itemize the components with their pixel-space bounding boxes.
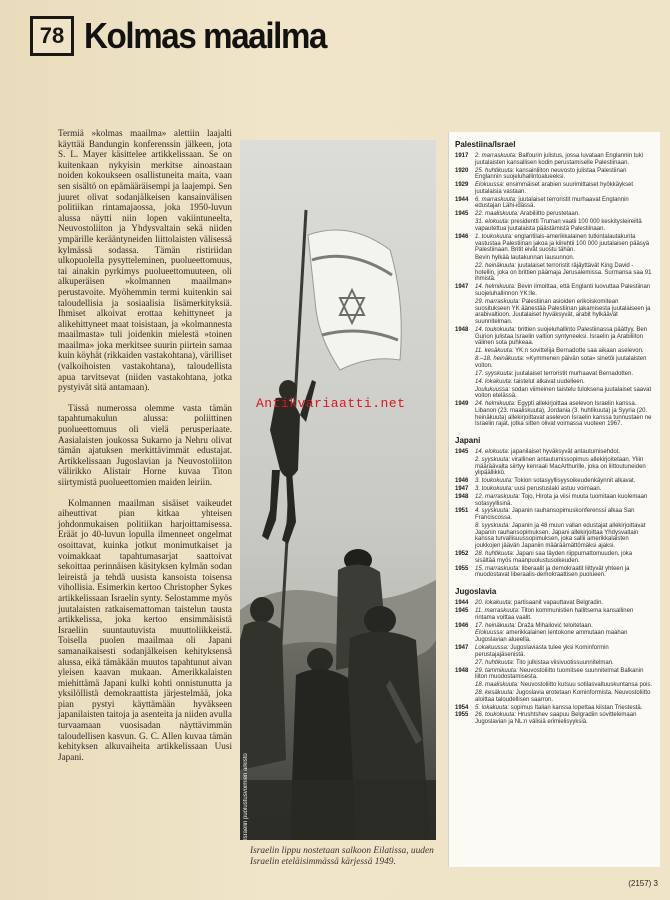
chronology-date: 18. maaliskuuta: [475, 682, 519, 689]
chronology-text [475, 566, 654, 579]
chronology-date: 26. toukokuuta: [475, 712, 517, 719]
chronology-year: 1952 [455, 551, 469, 558]
chronology-year [455, 356, 475, 369]
chronology-event: ensimmäiset arabien suurimittaiset hyökkäykset juutalaisia vastaan. [475, 182, 634, 195]
chronology-heading: Japani [455, 435, 481, 445]
chronology-date: 15. marraskuuta: [475, 565, 521, 572]
chronology-year [455, 523, 475, 550]
chronology-entry [455, 623, 654, 630]
chronology-text [475, 551, 654, 564]
chronology-year: 1947 [455, 645, 469, 652]
chronology-text [475, 690, 654, 703]
chronology-entry [455, 153, 654, 166]
chronology-event: Japanin rauhansopimuskonferenssi alkaa San Franciscossa. [475, 508, 635, 522]
chronology-date: 2. syyskuuta: [475, 456, 511, 463]
chronology-text [475, 608, 654, 621]
chronology-event: sopimus Italian kanssa lopettaa kiistan Triestestä. [510, 704, 643, 711]
chronology-entry [455, 523, 654, 550]
chronology-year: 1946 [455, 478, 469, 485]
chronology-text [475, 168, 654, 181]
chronology-date: 3. toukokuuta: [475, 485, 513, 492]
chronology-year: 1920 [455, 167, 469, 174]
chronology-date: 25. huhtikuuta: [475, 167, 515, 174]
chronology-date: 11. marraskuuta: [475, 607, 520, 614]
chronology-entry [455, 486, 654, 493]
chronology-year [455, 387, 475, 400]
chronology-event: Jugoslavia erotetaan Kominformista. Neuvostoliitto aloittaa taloudellisen saarron. [475, 690, 651, 703]
chronology-date: 5. lokakuuta: [475, 704, 510, 711]
chronology-year: 1946 [455, 233, 469, 240]
chronology-heading: Palestiina/Israel [455, 140, 516, 149]
chronology-event: englantilais-amerikkalainen tutkintalautakunta vastustaa Palestiinan jakoa ja kiirehtii 100 000 juutalaisen pääsyä Palestiinaan. Britit eivät suostu tähän. [475, 233, 650, 254]
chronology-text [475, 449, 654, 456]
page-number: (2157) 3 [628, 879, 658, 888]
chronology-entry [455, 263, 654, 283]
chronology-year: 1947 [455, 485, 469, 492]
chronology-entry [455, 401, 654, 428]
chronology-entry [455, 508, 654, 521]
chronology-text [475, 623, 654, 630]
chronology-year: 1955 [455, 565, 469, 572]
chronology-text [475, 705, 654, 712]
chronology-date: 14. toukokuuta: [475, 326, 517, 333]
chronology-date: 17. syyskuuta: [475, 370, 514, 377]
chronology-year: 1929 [455, 182, 469, 189]
chronology-date: Lokakuussa: [475, 645, 509, 652]
chronology-event: Tojo, Hirota ja viisi muuta tuomitaan kuolemaan sotasyyllisinä. [475, 493, 648, 507]
chronology-year: 1946 [455, 622, 469, 629]
watermark-text: Antikvariaatti.net [256, 396, 406, 411]
chronology-entry [455, 387, 654, 400]
chronology-year [455, 263, 475, 283]
chronology-text [475, 508, 654, 521]
chronology-entry [455, 551, 654, 564]
chronology-event: Palestiinan asioiden erikoiskomitean suositukseen YK äänestää Palestiinan jakamisesta juutalaiseen ja arabivaltioon. Juutalaiset hyväksyvät, arabit hylkäävät suunnitelman. [475, 298, 651, 326]
chronology-date: 2. marraskuuta: [475, 153, 517, 159]
chronology-date: 29. marraskuuta: [475, 298, 521, 305]
chronology-date: 4. syyskuuta: [475, 508, 511, 515]
chronology-event: Japani saa täyden riippumattomuuden, joka sisältää myös maanpuolustusoikeuden. [475, 551, 633, 564]
chronology-entry [455, 356, 654, 369]
chronology-text [475, 660, 654, 667]
page-header [30, 10, 347, 62]
chronology-text [475, 457, 654, 477]
chronology-year: 1948 [455, 667, 469, 674]
chronology-date: 29. tammikuuta: [475, 667, 518, 674]
chronology-sidebar [448, 132, 660, 867]
chronology-entry [455, 668, 654, 681]
chronology-event: partisaanit vapauttavat Belgradin. [514, 600, 604, 607]
chronology-entry [455, 219, 654, 232]
chronology-text [475, 387, 654, 400]
chronology-entry [455, 608, 654, 621]
photo-caption: Israelin lippu nostetaan salkoon Eilatissa, uuden Israelin eteläisimmässä kärjessä 1949. [250, 846, 434, 867]
chronology-text [475, 600, 654, 607]
chronology-date: 14. lokakuuta: [475, 378, 513, 385]
chronology-date: 20. lokakuuta: [475, 600, 513, 607]
chronology-text [475, 523, 654, 550]
chronology-event: Arabiliitto perustetaan. [520, 211, 580, 218]
chronology-date: 6. marraskuuta: [475, 196, 517, 203]
chronology-entry [455, 690, 654, 703]
chronology-year [455, 219, 475, 232]
chronology-year [455, 255, 475, 262]
body-paragraph-1: Termiä »kolmas maailma» alettiin laajalti käyttää Bandungin konferenssin jälkeen, jota S. L. Mayer käsittelee artikkelissaan. Se on kuitenkaan nykyisin merkitse ainoastaan noiden kokoukseen osallistuneita maita, vaan sen sisältö on epämääräisempi ja laajempi. Sen juuret olivat sodanjälkeisen kansainvälisen politiikan rintamajaossa, joka 1950-luvun alussa näytti niin lopen vakiintuneelta, Neuvostoliiton ja Yhdysvaltain sekä niiden ympärille kerääntyneiden liittolaisten välisessä kylmässä sodassa. Tämän ristiriidan ulkopuolella pysytteleminen, puolueettomuus, tai ainakin pyrkimys puolueettomuuteen, oli alkuperäisen »kolmannen maailman» perustavoite. Myöhemmin termi kuitenkin sai taloudellisia ja sosiaalisia lisämerkityksiä. Ihmiset alkoivat erottaa kehittyneet ja alikehittyneet maat toisistaan, ja »kolmannesta maailmasta» tuli joidenkin mielestä »toinen maailma» joka merkitsee suurin piirtein samaa kuin köyhät (rikkaiden vastakohtana), värilliset (valkoihoisten vastakohtana), taloudellista apua tarvitsevat (niiden vastakohtana, jotka pystyivät sitä antamaan). [58, 128, 232, 393]
chronology-event: Japanin ja 48 muun vallan edustajat allekirjoittavat Japanin rauhansopimuksen. Japani allekirjoittaa Yhdysvaltain kanssa turvallisuussopimuksen, joka sallii amerikkalaisten joukkojen jäävän Japaniin määräämättömäksi ajaksi. [475, 523, 646, 550]
chronology-event: juutalaiset terroristit räjäyttävät King David -hotellin, joka on brittien päämaja Jerusalemissa. Surmansa saa 91 ihmistä. [475, 263, 652, 283]
chronology-year [455, 690, 475, 703]
chronology-event: Bevin hylkää lautakunnan lausunnon. [475, 255, 575, 262]
chronology-year: 1917 [455, 153, 469, 159]
chronology-text [475, 401, 654, 428]
photo-credit: Israelin puolustusvoimien arkisto [243, 753, 249, 840]
chronology-year [455, 457, 475, 477]
chronology-text [475, 263, 654, 283]
chronology-year: 1945 [455, 607, 469, 614]
chronology-date: 27. huhtikuuta: [475, 659, 515, 666]
chronology-year [455, 660, 475, 667]
chronology-entry [455, 255, 654, 262]
chronology-year: 1944 [455, 196, 469, 203]
chronology-date: 17. heinäkuuta: [475, 622, 517, 629]
chronology-year: 1944 [455, 600, 469, 607]
chronology-text [475, 219, 654, 232]
chronology-year [455, 371, 475, 378]
chronology-event: YK:n sovittelija Bernadotte saa aikaan aselevon. [515, 348, 644, 355]
chronology-text [475, 494, 654, 507]
chronology-date: Elokuussa: [475, 182, 505, 189]
chronology-event: liberaalit ja demokraatit liittyvät yhteen ja muodostavat liberaalis-demokraattisen puolueen. [475, 565, 630, 579]
chronology-text [475, 668, 654, 681]
chronology-text [475, 371, 654, 378]
page-title: Kolmas maailma [84, 15, 327, 56]
chronology-date: 24. helmikuuta: [475, 401, 516, 408]
chronology-date: 3. toukokuuta: [475, 478, 513, 485]
chronology-date: 22. heinäkuuta: [475, 263, 517, 270]
chronology-entry [455, 449, 654, 456]
issue-number-box: 78 [30, 16, 74, 56]
chronology-event: juutalaiset terroristit murhaavat Englannin edustajan Lähi-idässä. [475, 196, 629, 210]
chronology-text [475, 234, 654, 254]
chronology-entry [455, 234, 654, 254]
chronology-event: Balfourin julistus, jossa luvataan Englannin tuki juutalaisten kansallisen kodin perustamiselle Palestiinaan. [475, 153, 644, 166]
chronology-entry [455, 379, 654, 386]
chronology-event: Draža Mihailović teloitetaan. [517, 622, 593, 629]
chronology-date: 14. helmikuuta: [475, 284, 516, 291]
chronology-year [455, 348, 475, 355]
chronology-entry [455, 182, 654, 195]
chronology-section [455, 140, 654, 428]
chronology-date: 14. elokuuta: [475, 448, 510, 455]
body-paragraph-2: Tässä numerossa olemme vasta tämän tapahtumakulun alussa: poliittinen puolueettomuus oli vielä perusperiaate. Aasialaisten joukossa Sukarno ja Nehru olivat tämän ajatuksen merkittävimmät edustajat. Artikkelissaan Jugoslavian ja Neuvostoliiton välirikko Alistair Horne kuvaa Titon siirtymistä puolueettomien maiden leiriin. [58, 402, 232, 487]
chronology-entry [455, 371, 654, 378]
chronology-text [475, 327, 654, 347]
chronology-section [455, 436, 654, 579]
chronology-entry [455, 478, 654, 485]
chronology-year: 1955 [455, 712, 469, 719]
chronology-section [455, 587, 654, 726]
chronology-event: presidentti Truman vaatii 100 000 keskitysleireiltä vapautettua juutalaista päästämistä Palestiinaan. [475, 219, 642, 232]
chronology-event: Tokion sotasyyllisyysoikeudenkäynnit alkavat. [514, 478, 636, 485]
chronology-text [475, 379, 654, 386]
chronology-event: Tito julkistaa viisivuotissuunnitelman. [515, 659, 614, 666]
chronology-entry [455, 457, 654, 477]
chronology-event: »Kymmenen päivän sota» sinetöi juutalaisten voiton. [475, 356, 647, 369]
chronology-text [475, 348, 654, 355]
article-body [58, 128, 232, 772]
chronology-date: 1. toukokuuta: [475, 233, 513, 240]
chronology-date: 8. syyskuuta: [475, 523, 511, 530]
chronology-text [475, 486, 654, 493]
chronology-entry [455, 299, 654, 326]
chronology-entry [455, 284, 654, 297]
chronology-text [475, 211, 654, 218]
chronology-date: Elokuussa: [475, 630, 505, 637]
chronology-event: Egypti allekirjoittaa aselevon Israelin kanssa. Libanon (23. maaliskuuta), Jordania (3. huhtikuuta) ja Syyria (20. heinäkuuta) allekirjoittavat aselevon Israelin kanssa tunnustaen ne Israelin rajat, jotka sitten olivat voimassa vuoteen 1967. [475, 401, 652, 428]
chronology-event: Hrushtshev saapuu Belgradiin sovittelemaan Jugoslavian ja NL:n välisiä erimielisyyksiä. [475, 712, 637, 726]
chronology-year: 1951 [455, 508, 469, 515]
chronology-text [475, 284, 654, 297]
chronology-date: 8.–18. heinäkuuta: [475, 356, 525, 363]
chronology-event: amerikkalainen lentokone ammutaan maahan Jugoslavian alueella. [475, 630, 628, 644]
chronology-entry [455, 630, 654, 643]
chronology-date: 11. kesäkuuta: [475, 348, 514, 355]
chronology-date: 31. elokuuta: [475, 219, 510, 226]
chronology-text [475, 255, 654, 262]
chronology-entry [455, 327, 654, 347]
chronology-year [455, 299, 475, 326]
chronology-entry [455, 712, 654, 725]
chronology-entry [455, 197, 654, 210]
chronology-date: Joulukuussa: [475, 386, 511, 393]
chronology-event: uusi perustuslaki astuu voimaan. [514, 485, 602, 492]
chronology-text [475, 478, 654, 485]
chronology-year: 1948 [455, 493, 469, 500]
chronology-event: taistelut alkavat uudelleen. [514, 378, 585, 385]
chronology-event: sodan viimeinen taistelu tuloksena juutalaiset saavat voiton etelässä. [475, 386, 652, 400]
chronology-date: 12. marraskuuta: [475, 493, 521, 500]
chronology-text [475, 712, 654, 725]
chronology-entry [455, 600, 654, 607]
chronology-year: 1948 [455, 326, 469, 333]
chronology-event: kansainliiton neuvosto julistaa Palestiinan Englannin suojeluhallintoalueeksi. [475, 167, 627, 181]
chronology-event: juutalaiset terroristit murhaavat Bernadotten. [515, 370, 634, 377]
chronology-event: Neuvostoliitto kutsuu sotilasvaltuuskuntansa pois. [520, 682, 653, 689]
chronology-entry [455, 494, 654, 507]
chronology-year [455, 630, 475, 643]
chronology-event: Jugoslaviasta tulee yksi Kominformin perustajajäsenistä. [475, 645, 609, 658]
chronology-text [475, 630, 654, 643]
chronology-year: 1947 [455, 284, 469, 291]
chronology-date: 28. huhtikuuta: [475, 551, 515, 558]
chronology-entry [455, 645, 654, 658]
chronology-entry [455, 348, 654, 355]
chronology-year: 1945 [455, 211, 469, 218]
chronology-year [455, 682, 475, 689]
chronology-text [475, 645, 654, 658]
body-paragraph-3: Kolmannen maailman sisäiset vaikeudet aiheuttivat pian kitkaa yhteisen johdonmukaisen politiikan harjoittamisessa. Eräät jo 40-luvun lopulla ilmenneet ongelmat osoittavat, kuinka jotkut monimutkaiset ja voimakkaat tapahtumasarjat saattoivat sekoittaa perinnäisen käsityksen kylmän sodan leireistä ja tehdä uusista kansoista toisensa vihollisia. Esimerkin kertoo Christopher Sykes artikkelissaan Israelin synty. Selostamme myös juutalaisten ratkaisemattoman taistelun tausta artikkelissa, joka kertoo ensimmäisistä Israeliin suuntautuvista muuttoliikkeistä. Toisella puolen maailmaa oli Japani samanaikaisesti sodanjälkeisen kehityksensä alussa, eikä tämäkään muutos tapahtunut aivan yleisen kaavan mukaan. Amerikkalaisten miehittämä Japani kulki kohti onnistunutta ja yksilöllistä demokraattista järjestelmää, joka pian pystyi käyttämään hyväkseen japanilaisten taitoja ja asenteita ja niiden avulla turvaamaan vuosisadan näyttävimmän taloudellisen kasvun. G. C. Allen kuvaa tämän kehityksen alkuvaiheita artikkelissaan Uusi Japani. [58, 497, 232, 762]
chronology-text [475, 356, 654, 369]
chronology-text [475, 299, 654, 326]
chronology-year: 1954 [455, 704, 469, 711]
chronology-date: 22. maaliskuuta: [475, 211, 519, 218]
chronology-entry [455, 660, 654, 667]
chronology-entry [455, 168, 654, 181]
chronology-year: 1945 [455, 448, 469, 455]
chronology-entry [455, 211, 654, 218]
chronology-year [455, 379, 475, 386]
chronology-event: japanilaiset hyväksyvät antautumisehdot. [511, 448, 621, 455]
chronology-event: Titon kommunistien hallitsema kansallinen rintama voittaa vaalit. [475, 607, 634, 621]
chronology-event: Neuvostoliitto tuomitsee suunnitelmat Balkanin liiton muodostamisesta. [475, 667, 644, 681]
chronology-text [475, 682, 654, 689]
chronology-text [475, 153, 654, 166]
chronology-entry [455, 682, 654, 689]
chronology-heading: Jugoslavia [455, 587, 497, 597]
chronology-event: virallinen antautumissopimus allekirjoitetaan. Yliin määräävalta siirtyy kenraali MacArthurille, joka on liittoutuneiden ylipäällikkö. [475, 456, 646, 477]
chronology-event: Bevin ilmoittaa, että Englanti luovuttaa Palestiinan suojeluhallinnon YK:lle. [475, 284, 651, 298]
chronology-entry [455, 566, 654, 579]
flag-raising-photo [240, 140, 436, 840]
chronology-text [475, 197, 654, 210]
chronology-text [475, 182, 654, 195]
chronology-year: 1949 [455, 401, 469, 408]
chronology-entry [455, 705, 654, 712]
chronology-date: 28. kesäkuuta: [475, 690, 515, 696]
photo-illustration [240, 140, 436, 840]
chronology-event: brittien suojeluhallinto Palestiinassa päättyy. Ben Gurion julistaa Israelin valtion syntyneeksi. Israelin ja Arabiliiton välinen sota puhkeaa. [475, 326, 648, 347]
